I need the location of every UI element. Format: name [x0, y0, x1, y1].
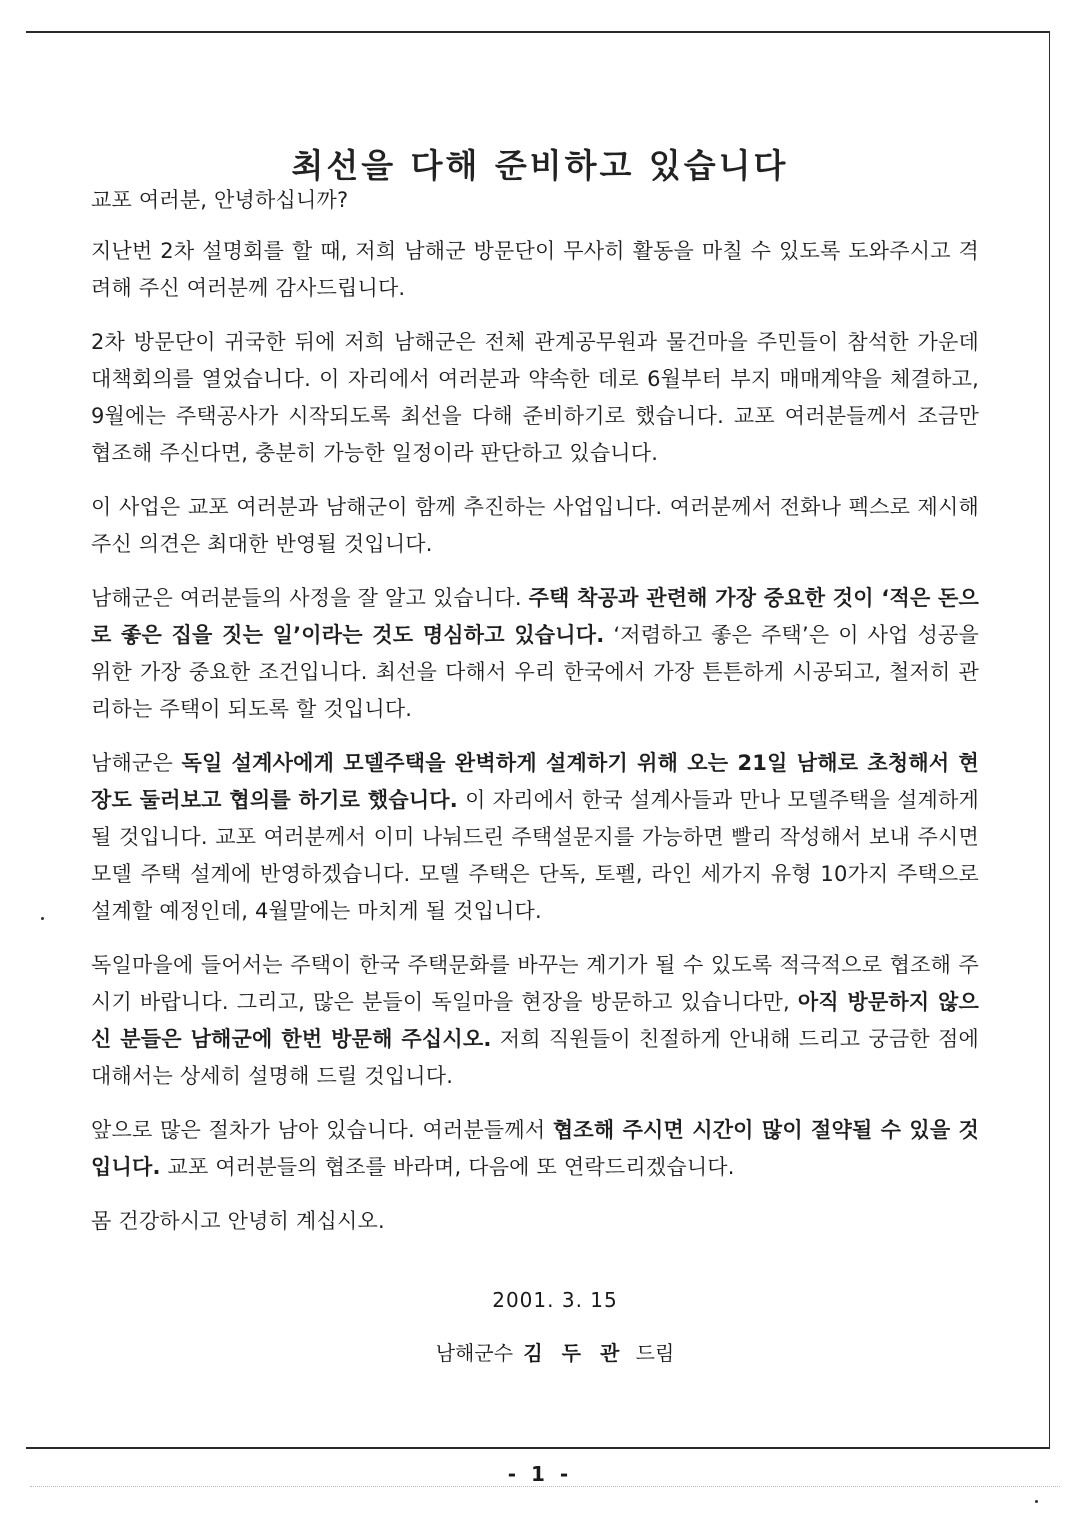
paragraph-thanks: 지난번 2차 설명회를 할 때, 저희 남해군 방문단이 무사히 활동을 마칠 수 있도록 도와주시고 격려해 주신 여러분께 감사드립니다.	[91, 239, 979, 300]
text-segment: 남해군은 여러분들의 사정을 잘 알고 있습니다.	[91, 586, 529, 610]
paragraph-german-architect	[91, 745, 979, 930]
letter-body	[91, 182, 979, 1257]
emphasis-segment: 주택 착공과 관련해 가장 중요한 것이 ‘적은 돈으로 좋은 집을 짓는 일’이라는 것도 명심하고 있습니다.	[91, 586, 979, 647]
emphasis-segment: 독일 설계사에게 모델주택을 완벽하게 설계하기 위해 오는 21일 남해로 초청해서 현장도 둘러보고 협의를 하기로 했습니다.	[91, 751, 979, 812]
paragraph-joint-project: 이 사업은 교포 여러분과 남해군이 함께 추진하는 사업입니다. 여러분께서 전화나 펙스로 제시해 주신 의견은 최대한 반영될 것입니다.	[91, 495, 979, 556]
text-segment: 독일마을에 들어서는 주택이 한국 주택문화를 바꾸는 계기가 될 수 있도록 적극적으로 협조해 주시기 바랍니다. 그리고, 많은 분들이 독일마을 현장을 방문하고 있습니다만,	[91, 953, 979, 1014]
scan-speck	[1035, 1500, 1038, 1503]
page-number: - 1 -	[507, 1462, 573, 1486]
emphasis-segment: 협조해 주시면 시간이 많이 절약될 수 있을 것입니다.	[91, 1118, 979, 1179]
paragraph-visit-invitation	[91, 947, 979, 1095]
paragraph-affordable-housing	[91, 580, 979, 728]
signature-name: 김 두 관	[523, 1341, 626, 1365]
paragraph-cooperation	[91, 1112, 979, 1186]
signature-suffix: 드림	[635, 1341, 675, 1365]
text-segment: 교포 여러분들의 협조를 바라며, 다음에 또 연락드리겠습니다.	[160, 1155, 735, 1179]
text-segment: 이 자리에서 한국 설계사들과 만나 모델주택을 설계하게 될 것입니다. 교포 여러분께서 이미 나눠드린 주택설문지를 가능하면 빨리 작성해서 보내 주시면 모델 주택 설계에 반영하겠습니다. 모델 주택은 단독, 토펠, 라인 세가지 유형 10가지 주택으로 설계할 예정인데, 4월말에는 마치게 될 것입니다.	[91, 788, 979, 923]
emphasis-segment: 아직 방문하지 않으신 분들은 남해군에 한번 방문해 주십시오.	[91, 990, 979, 1051]
scan-speck	[41, 917, 44, 920]
text-segment: 앞으로 많은 절차가 남아 있습니다. 여러분들께서	[91, 1118, 553, 1142]
text-segment: 저희 직원들이 친절하게 안내해 드리고 궁금한 점에 대해서는 상세히 설명해 드릴 것입니다.	[91, 1027, 979, 1088]
signature-title: 남해군수	[435, 1341, 514, 1365]
paragraph-meeting: 2차 방문단이 귀국한 뒤에 저희 남해군은 전체 관계공무원과 물건마을 주민들이 참석한 가운데 대책회의를 열었습니다. 이 자리에서 여러분과 약속한 데로 6월부터 부지 매매계약을 체결하고, 9월에는 주택공사가 시작되도록 최선을 다해 준비하기로 했습니다. 교포 여러분들께서 조금만 협조해 주신다면, 충분히 가능한 일정이라 판단하고 있습니다.	[91, 330, 979, 465]
letter-date: 2001. 3. 15	[492, 1288, 618, 1312]
greeting: 교포 여러분, 안녕하십니까?	[91, 188, 349, 212]
document-title: 최선을 다해 준비하고 있습니다	[291, 146, 789, 186]
scan-artifact-line	[30, 1486, 1060, 1487]
closing-line: 몸 건강하시고 안녕히 계십시오.	[91, 1209, 385, 1233]
text-segment: ‘저렴하고 좋은 주택’은 이 사업 성공을 위한 가장 중요한 조건입니다. 최선을 다해서 우리 한국에서 가장 튼튼하게 시공되고, 철저히 관리하는 주택이 되도록 할 것입니다.	[91, 623, 980, 721]
signature	[0, 1337, 1080, 1366]
text-segment: 남해군은	[91, 751, 182, 775]
